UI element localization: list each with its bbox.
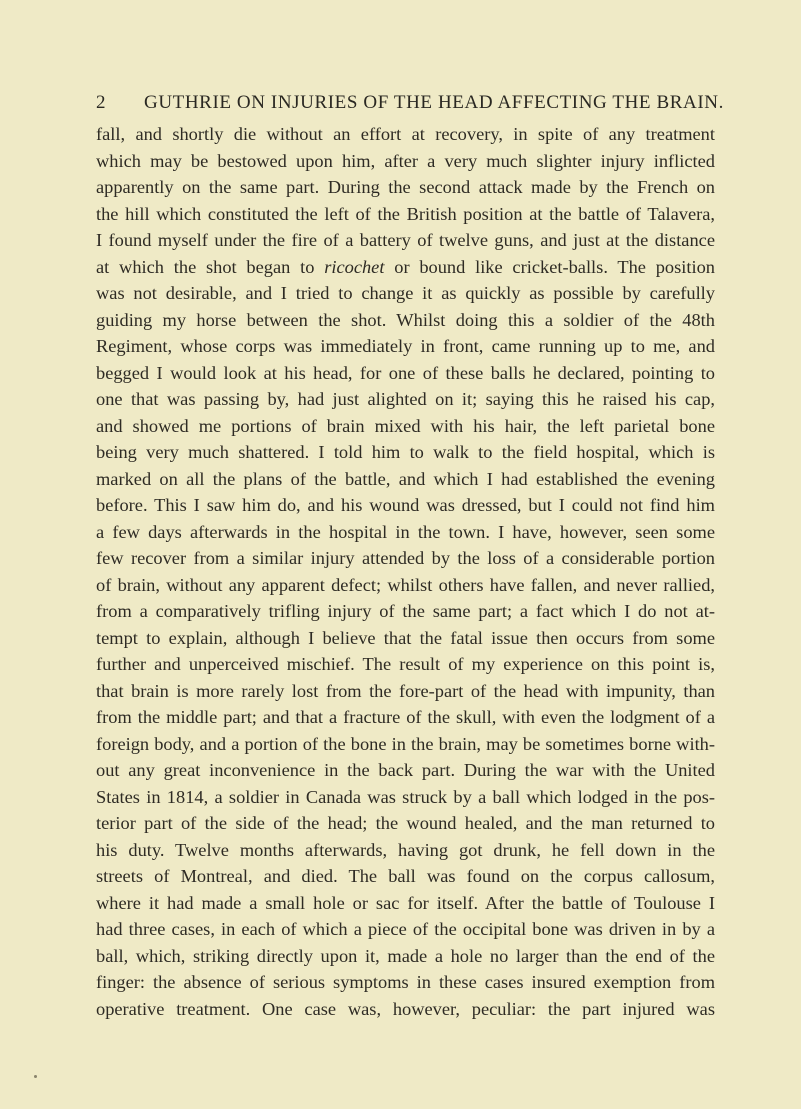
text-line: few recover from a similar injury attended by the loss of a considerable portion [96, 548, 715, 568]
text-line: begged I would look at his head, for one of these balls he declared, pointing to [96, 362, 715, 383]
text-line: one that was passing by, had just alighted on it; saying this he raised his cap, [96, 389, 715, 409]
text-line: streets of Montreal, and died. The ball was found on the corpus callosum, [96, 866, 715, 886]
paper-speck [34, 1075, 37, 1078]
text-line: at which the shot began to ricochet or bound like cricket-balls. The position [96, 256, 715, 277]
text-line: which may be bestowed upon him, after a very much slighter injury inflicted [96, 150, 715, 171]
text-line: guiding my horse between the shot. Whilst doing this a soldier of the 48th [96, 309, 715, 330]
text-line: from a comparatively trifling injury of the same part; a fact which I do not at- [96, 601, 715, 621]
text-line: had three cases, in each of which a piece of the occipital bone was driven in by a [96, 919, 715, 939]
text-line: marked on all the plans of the battle, and which I had established the evening [96, 468, 715, 489]
running-head: GUTHRIE ON INJURIES OF THE HEAD AFFECTING THE BRAIN. [144, 92, 724, 113]
page-number: 2 [96, 92, 107, 113]
text-line: from the middle part; and that a fracture of the skull, with even the lodgment of a [96, 707, 715, 727]
text-line: being very much shattered. I told him to walk to the field hospital, which is [96, 442, 715, 462]
text-line: tempt to explain, although I believe that the fatal issue then occurs from some [96, 627, 715, 648]
text-line: and showed me portions of brain mixed with his hair, the left parietal bone [96, 415, 715, 436]
text-line: was not desirable, and I tried to change it as quickly as possible by carefully [96, 283, 715, 303]
text-line: States in 1814, a soldier in Canada was struck by a ball which lodged in the pos- [96, 786, 715, 807]
text-line: the hill which constituted the left of the British position at the battle of Talavera, [96, 203, 715, 224]
text-line: out any great inconvenience in the back part. During the war with the United [96, 760, 715, 780]
text-line: terior part of the side of the head; the wound healed, and the man returned to [96, 813, 715, 833]
text-line: before. This I saw him do, and his wound was dressed, but I could not find him [96, 495, 715, 515]
text-line: ball, which, striking directly upon it, made a hole no larger than the end of the [96, 945, 715, 966]
text-line: I found myself under the fire of a battery of twelve guns, and just at the distance [96, 230, 715, 250]
text-line: fall, and shortly die without an effort at recovery, in spite of any treatment [96, 124, 715, 144]
italic-word: ricochet [324, 256, 385, 277]
text-line: further and unperceived mischief. The result of my experience on this point is, [96, 654, 715, 674]
text-line: Regiment, whose corps was immediately in front, came running up to me, and [96, 336, 715, 356]
text-line: of brain, without any apparent defect; whilst others have fallen, and never rallied, [96, 574, 715, 595]
text-line: his duty. Twelve months afterwards, having got drunk, he fell down in the [96, 839, 715, 860]
page-header [0, 92, 801, 116]
body-text [96, 121, 715, 1022]
text-line: that brain is more rarely lost from the fore-part of the head with impunity, than [96, 680, 715, 701]
text-line: operative treatment. One case was, however, peculiar: the part injured was [96, 998, 715, 1019]
text-line: a few days afterwards in the hospital in the town. I have, however, seen some [96, 521, 715, 542]
text-line: finger: the absence of serious symptoms in these cases insured exemption from [96, 972, 715, 992]
text-line: where it had made a small hole or sac for itself. After the battle of Toulouse I [96, 892, 715, 913]
text-line: foreign body, and a portion of the bone in the brain, may be sometimes borne with- [96, 733, 715, 754]
text-line: apparently on the same part. During the second attack made by the French on [96, 177, 715, 197]
